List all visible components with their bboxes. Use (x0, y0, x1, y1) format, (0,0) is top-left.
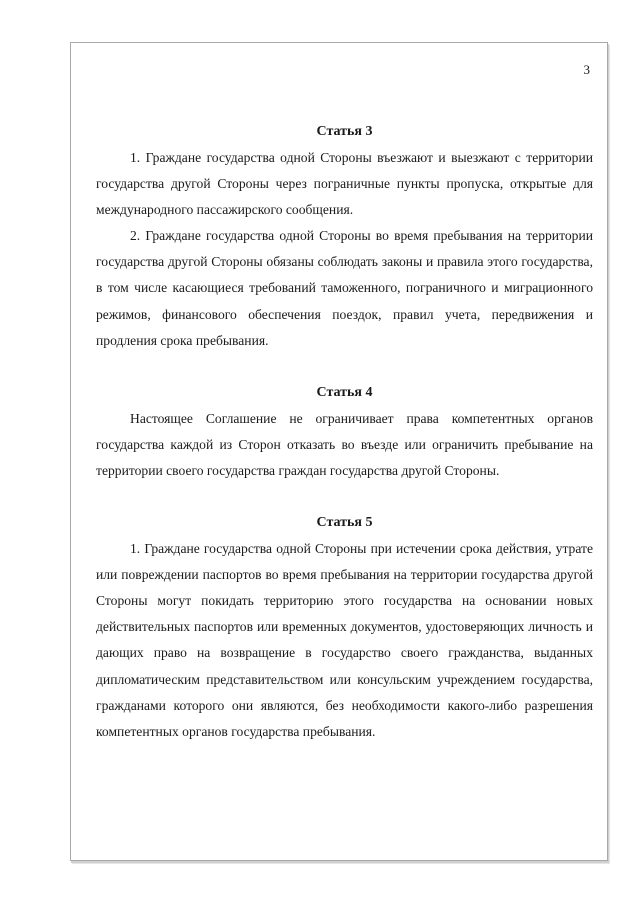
article-3-title: Статья 3 (316, 124, 373, 139)
article-5-paragraph-1: 1. Граждане государства одной Стороны при истечении срока действия, утрате или повреждении паспортов во время пребывания на территории государства другой Стороны могут покидать территорию этого государства на основании новых действительных паспортов или временных документов, удостоверяющих личность и дающих право на возвращение в государство своего гражданства, выданных дипломатическим представительством или консульским учреждением государства, гражданами которого они являются, без необходимости какого-либо разрешения компетентных органов государства пребывания. (96, 541, 593, 739)
article-5-title: Статья 5 (316, 515, 373, 531)
article-4-paragraph-1: Настоящее Соглашение не ограничивает права компетентных органов государства каждой из Сторон отказать во въезде или ограничить пребывание на территории своего государства граждан государства другой Стороны. (96, 410, 593, 478)
article-5 (96, 510, 593, 745)
article-3-paragraph-2: 2. Граждане государства одной Стороны во время пребывания на территории государства другой Стороны обязаны соблюдать законы и правила этого государства, в том числе касающиеся требований таможенного, пограничного и миграционного режимов, финансового обеспечения поездок, правил учета, передвижения и продления срока пребывания. (96, 228, 593, 348)
page-number: 3 (583, 62, 590, 77)
article-3 (96, 119, 593, 354)
article-4-title: Статья 4 (316, 384, 373, 400)
document-page (70, 42, 608, 861)
document-body (96, 119, 593, 745)
article-4 (96, 380, 593, 484)
article-3-paragraph-1: 1. Граждане государства одной Стороны въезжают и выезжают с территории государства другой Стороны через пограничные пункты пропуска, открытые для международного пассажирского сообщения. (96, 150, 593, 218)
